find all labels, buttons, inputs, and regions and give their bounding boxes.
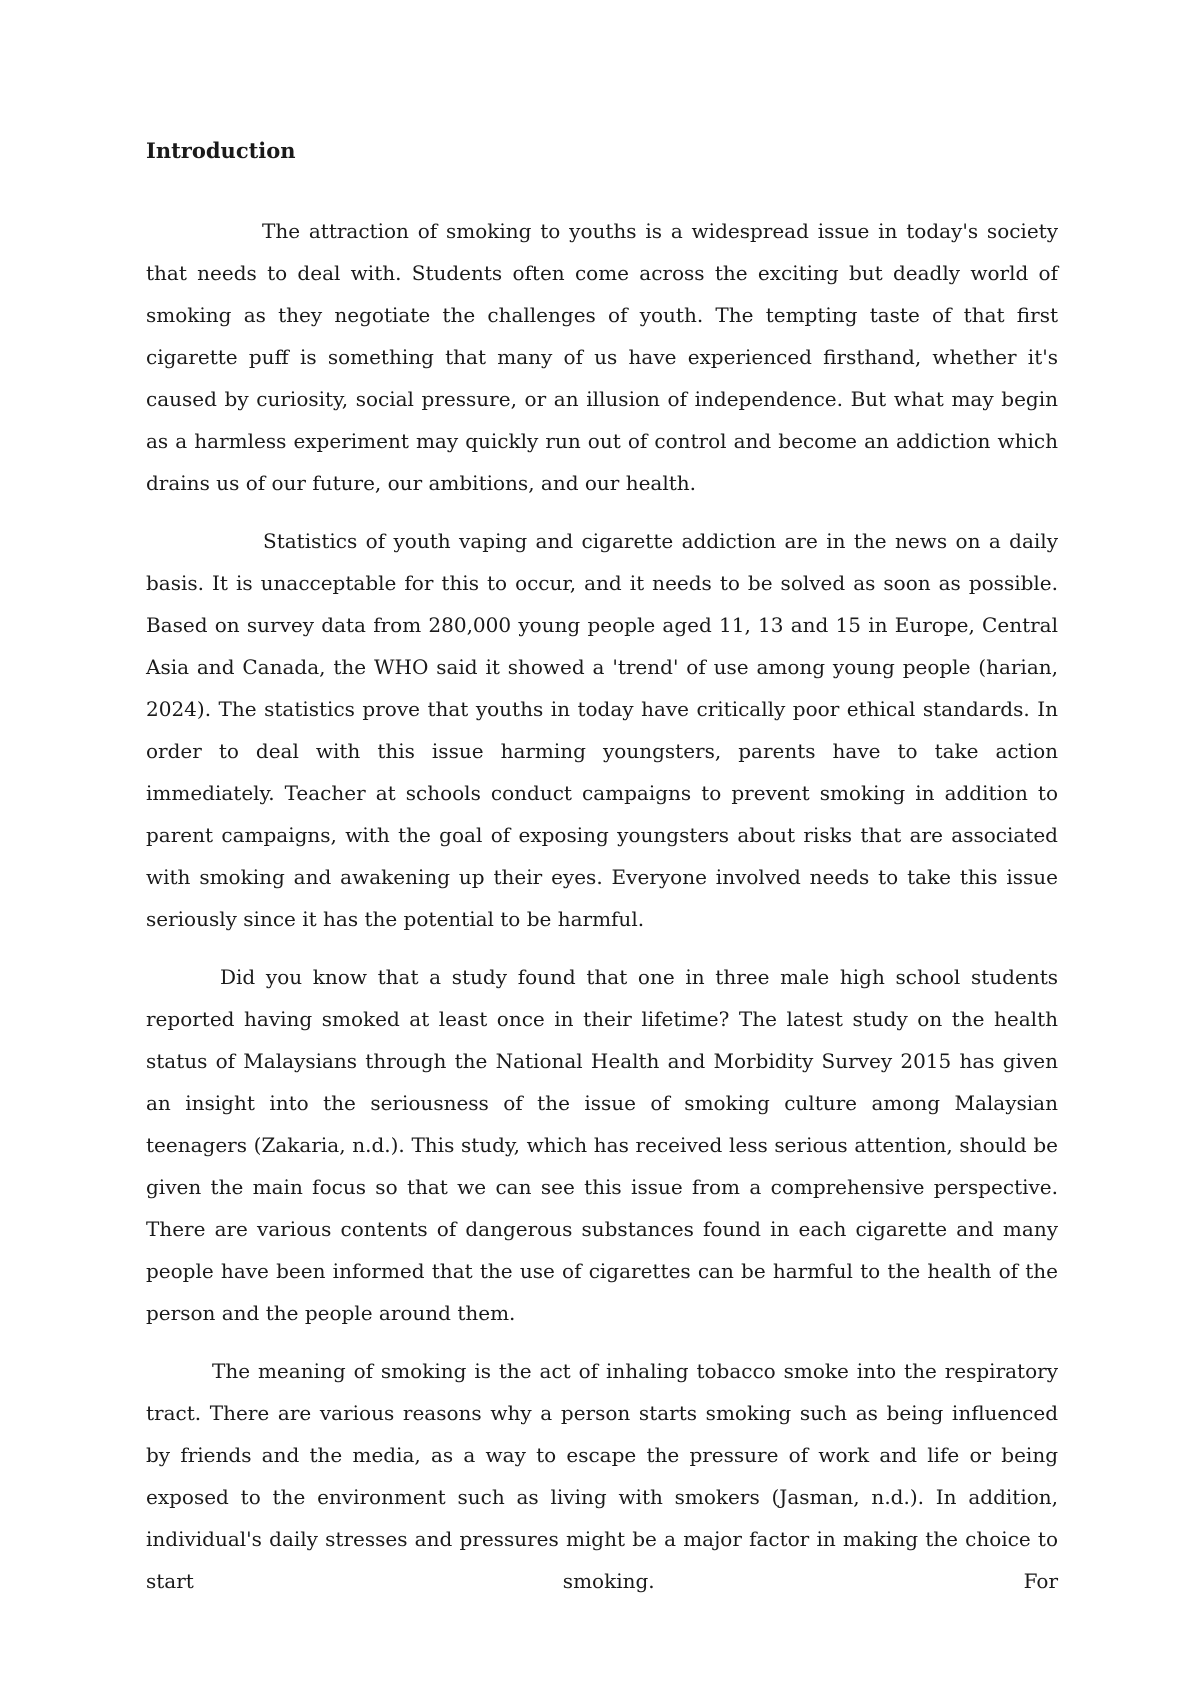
paragraph-3: Did you know that a study found that one in three male high school students reported having smoked at least once in their lifetime? The latest study on the health status of Malaysians through the National Health and Morbidity Survey 2015 has given an insight into the seriousness of the issue of smoking culture among Malaysian teenagers (Zakaria, n.d.). This study, which has received less serious attention, should be given the main focus so that we can see this issue from a comprehensive perspective. There are various contents of dangerous substances found in each cigarette and many people have been informed that the use of cigarettes can be harmful to the health of the person and the people around them. <box>146 965 1058 1325</box>
paragraph-2: Statistics of youth vaping and cigarette addiction are in the news on a daily basis. It is unacceptable for this to occur, and it needs to be solved as soon as possible. Based on survey data from 280,000 young people aged 11, 13 and 15 in Europe, Central Asia and Canada, the WHO said it showed a 'trend' of use among young people (harian, 2024). The statistics prove that youths in today have critically poor ethical standards. In order to deal with this issue harming youngsters, parents have to take action immediately. Teacher at schools conduct campaigns to prevent smoking in addition to parent campaigns, with the goal of exposing youngsters about risks that are associated with smoking and awakening up their eyes. Everyone involved needs to take this issue seriously since it has the potential to be harmful. <box>146 529 1058 931</box>
section-heading: Introduction <box>146 138 296 163</box>
document-body <box>146 136 1058 1618</box>
paragraph-4: The meaning of smoking is the act of inhaling tobacco smoke into the respiratory tract. There are various reasons why a person starts smoking such as being influenced by friends and the media, as a way to escape the pressure of work and life or being exposed to the environment such as living with smokers (Jasman, n.d.). In addition, individual's daily stresses and pressures might be a major factor in making the choice to start smoking. For <box>146 1359 1058 1593</box>
paragraph-1: The attraction of smoking to youths is a widespread issue in today's society that needs to deal with. Students often come across the exciting but deadly world of smoking as they negotiate the challenges of youth. The tempting taste of that first cigarette puff is something that many of us have experienced firsthand, whether it's caused by curiosity, social pressure, or an illusion of independence. But what may begin as a harmless experiment may quickly run out of control and become an addiction which drains us of our future, our ambitions, and our health. <box>146 219 1058 495</box>
